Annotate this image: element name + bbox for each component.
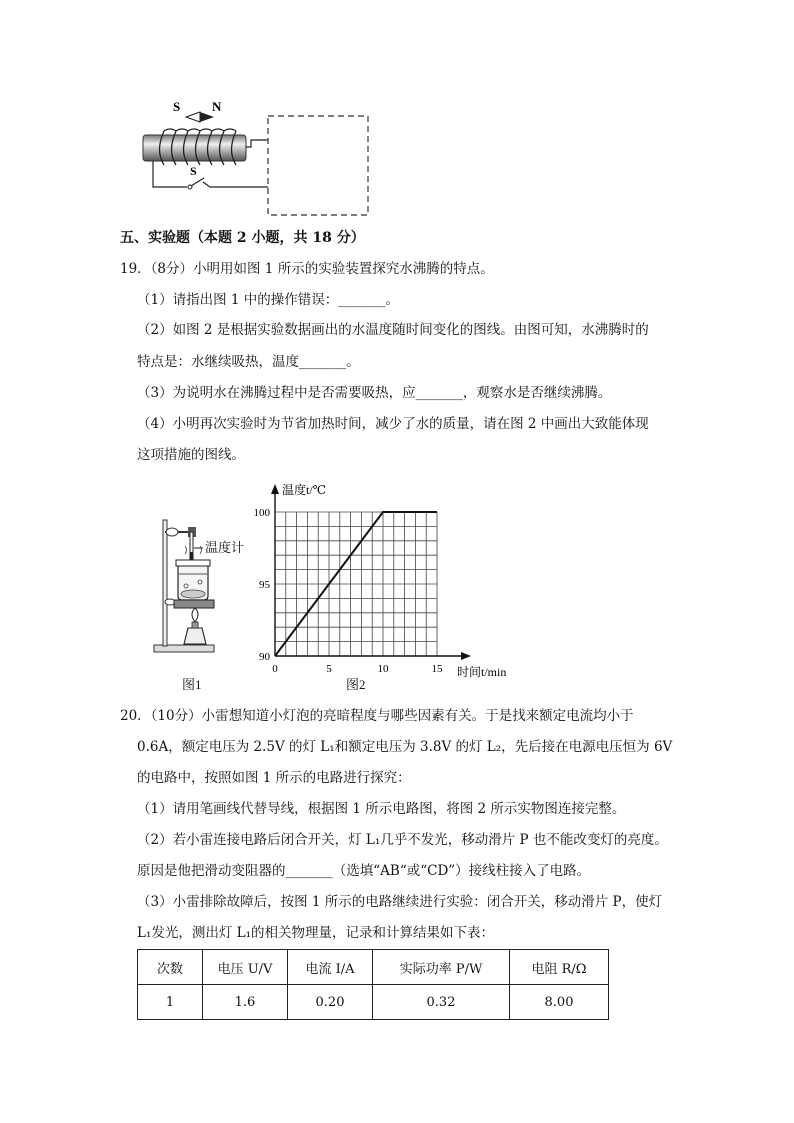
q20-part2-line2: 原因是他把滑动变阻器的_______（选填“AB“或“CD”）接线柱接入了电路。 (137, 863, 591, 879)
q19-part2-line2: 特点是：水继续吸热，温度_______。 (137, 354, 360, 370)
q20-line2: 0.6A，额定电压为 2.5V 的灯 L₁和额定电压为 3.8V 的灯 L₂，先后接在电源电压恒为 6V (137, 739, 673, 755)
switch-s-label: S (190, 164, 197, 178)
x-axis-label: 时间t/min (457, 665, 507, 679)
section-heading: 五、实验题（本题 2 小题，共 18 分） (120, 230, 365, 246)
thermometer-label: 温度计 (205, 541, 245, 556)
q19-part1: （1）请指出图 1 中的操作错误：_______。 (137, 292, 400, 308)
table-cell: 1.6 (203, 985, 288, 1020)
y-tick-label: 95 (259, 579, 270, 591)
q19-part4-line2: 这项措施的图线。 (137, 447, 245, 463)
table-row (138, 985, 609, 1020)
switch (188, 178, 204, 189)
q19-stem: 19．（8分）小明用如图 1 所示的实验装置探究水沸腾的特点。 (120, 261, 494, 277)
results-table (137, 949, 609, 1020)
q20-part3-line2: L₁发光，测出灯 L₁的相关物理量，记录和计算结果如下表： (137, 925, 495, 941)
y-axis-arrow (271, 484, 279, 494)
y-tick-label: 100 (253, 507, 270, 519)
table-cell: 8.00 (510, 985, 609, 1020)
q20-part1: （1）请用笔画线代替导线，根据图 1 所示电路图，将图 2 所示实物图连接完整。 (137, 801, 626, 817)
y-axis-label: 温度t/℃ (282, 483, 327, 497)
q19-part3: （3）为说明水在沸腾过程中是否需要吸热，应_______，观察水是否继续沸腾。 (137, 385, 612, 401)
q20-part2-line1: （2）若小雷连接电路后闭合开关，灯 L₁几乎不发光，移动滑片 P 也不能改变灯的亮度。 (137, 832, 668, 848)
table-header-row (138, 950, 609, 985)
table-header-cell: 实际功率 P/W (373, 950, 510, 985)
table-cell: 1 (138, 985, 203, 1020)
table-cell: 0.20 (288, 985, 373, 1020)
table-cell: 0.32 (373, 985, 510, 1020)
solenoid-core (143, 135, 246, 161)
compass-n-label: N (212, 99, 222, 114)
fig1-caption: 图1 (182, 677, 202, 692)
temperature-time-chart (250, 476, 520, 686)
table-header-cell: 电压 U/V (203, 950, 288, 985)
q20-part3-line1: （3）小雷排除故障后，按图 1 所示的电路继续进行实验：闭合开关，移动滑片 P，使灯 (137, 894, 663, 910)
x-tick-label: 0 (272, 663, 278, 675)
x-tick-label: 10 (377, 663, 389, 675)
x-tick-label: 5 (326, 663, 332, 675)
x-tick-label: 15 (431, 663, 443, 675)
fig2-caption: 图2 (346, 677, 366, 692)
dashed-box (268, 116, 368, 215)
q20-stem: 20．（10分）小雷想知道小灯泡的亮暗程度与哪些因素有关。于是找来额定电流均小于 (120, 708, 634, 724)
q19-part4-line1: （4）小明再次实验时为节省加热时间，减少了水的质量，请在图 2 中画出大致能体现 (137, 416, 649, 432)
boiling-apparatus-figure (148, 512, 258, 672)
q20-line3: 的电路中，按照如图 1 所示的电路进行探究： (137, 770, 411, 786)
table-header-cell: 电流 I/A (288, 950, 373, 985)
y-tick-label: 90 (259, 651, 270, 663)
x-axis-arrow (461, 652, 471, 660)
compass-s-label: S (173, 99, 181, 114)
solenoid-circuit-figure (130, 95, 380, 220)
table-header-cell: 次数 (138, 950, 203, 985)
table-header-cell: 电阻 R/Ω (510, 950, 609, 985)
q19-part2-line1: （2）如图 2 是根据实验数据画出的水温度随时间变化的图线。由图可知，水沸腾时的 (137, 322, 649, 338)
compass-needle (186, 112, 214, 122)
